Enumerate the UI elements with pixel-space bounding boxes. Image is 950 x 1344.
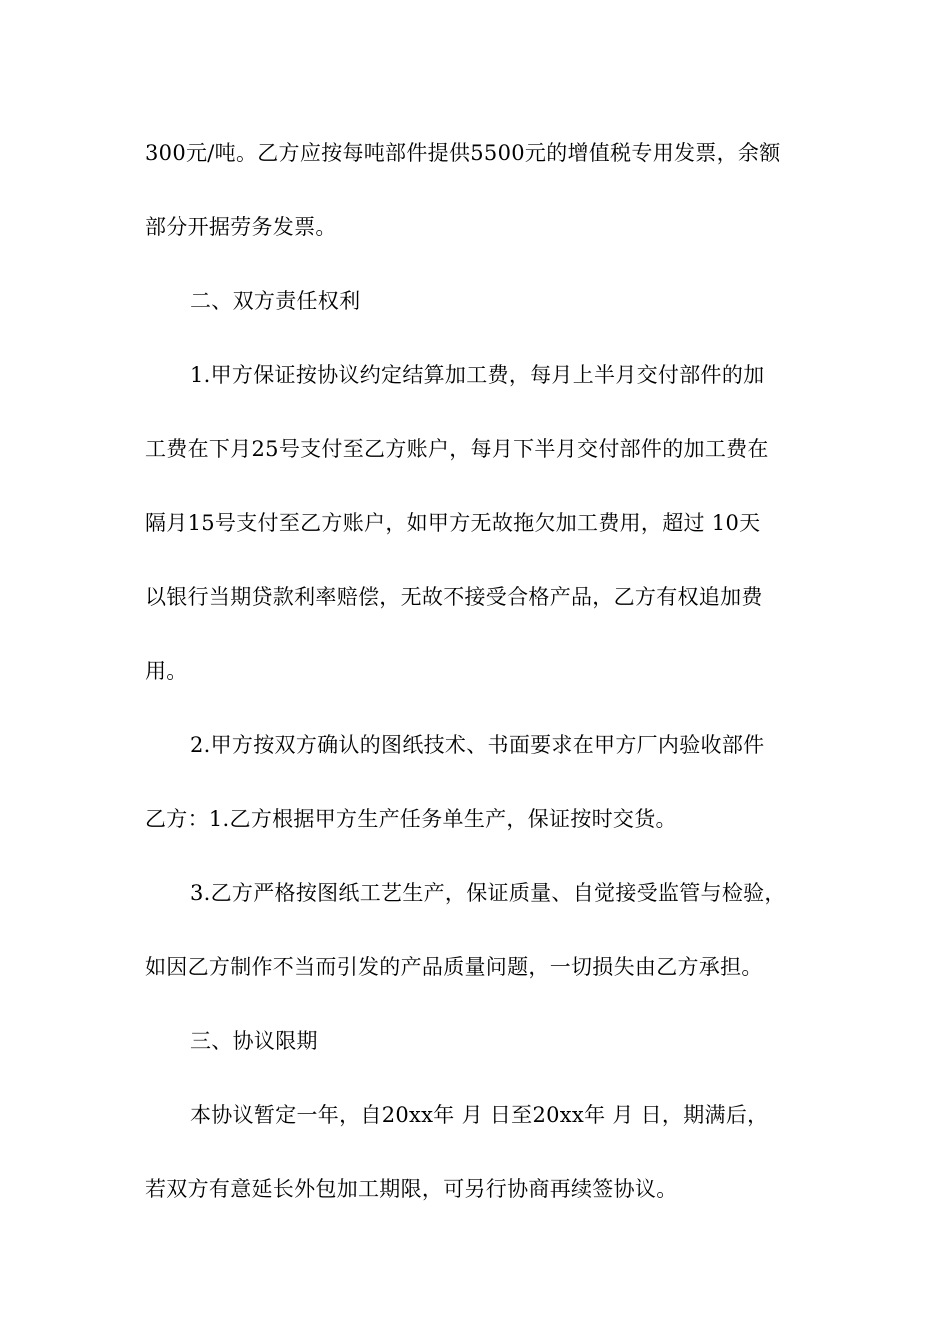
section-heading: 三、协议限期 — [190, 1029, 318, 1053]
paragraph-line: 若双方有意延长外包加工期限，可另行协商再续签协议。 — [145, 1177, 678, 1201]
paragraph-line: 3.乙方严格按图纸工艺生产，保证质量、自觉接受监管与检验， — [190, 881, 786, 905]
section-heading: 二、双方责任权利 — [190, 289, 361, 313]
paragraph-line: 工费在下月25号支付至乙方账户，每月下半月交付部件的加工费在 — [145, 437, 769, 461]
paragraph-line: 本协议暂定一年，自20xx年 月 日至20xx年 月 日，期满后， — [190, 1103, 769, 1127]
paragraph-line: 隔月15号支付至乙方账户，如甲方无故拖欠加工费用，超过 10天 — [145, 511, 761, 535]
paragraph-line: 2.甲方按双方确认的图纸技术、书面要求在甲方厂内验收部件 — [190, 733, 765, 757]
paragraph-line: 如因乙方制作不当而引发的产品质量问题，一切损失由乙方承担。 — [145, 955, 763, 979]
paragraph-line: 1.甲方保证按协议约定结算加工费，每月上半月交付部件的加 — [190, 363, 765, 387]
paragraph-line: 300元/吨。乙方应按每吨部件提供5500元的增值税专用发票，余额 — [145, 141, 781, 165]
paragraph-line: 乙方：1.乙方根据甲方生产任务单生产，保证按时交货。 — [145, 807, 677, 831]
paragraph-line: 以银行当期贷款利率赔偿，无故不接受合格产品，乙方有权追加费 — [145, 585, 763, 609]
paragraph-line: 用。 — [145, 659, 188, 683]
paragraph-line: 部分开据劳务发票。 — [145, 215, 337, 239]
